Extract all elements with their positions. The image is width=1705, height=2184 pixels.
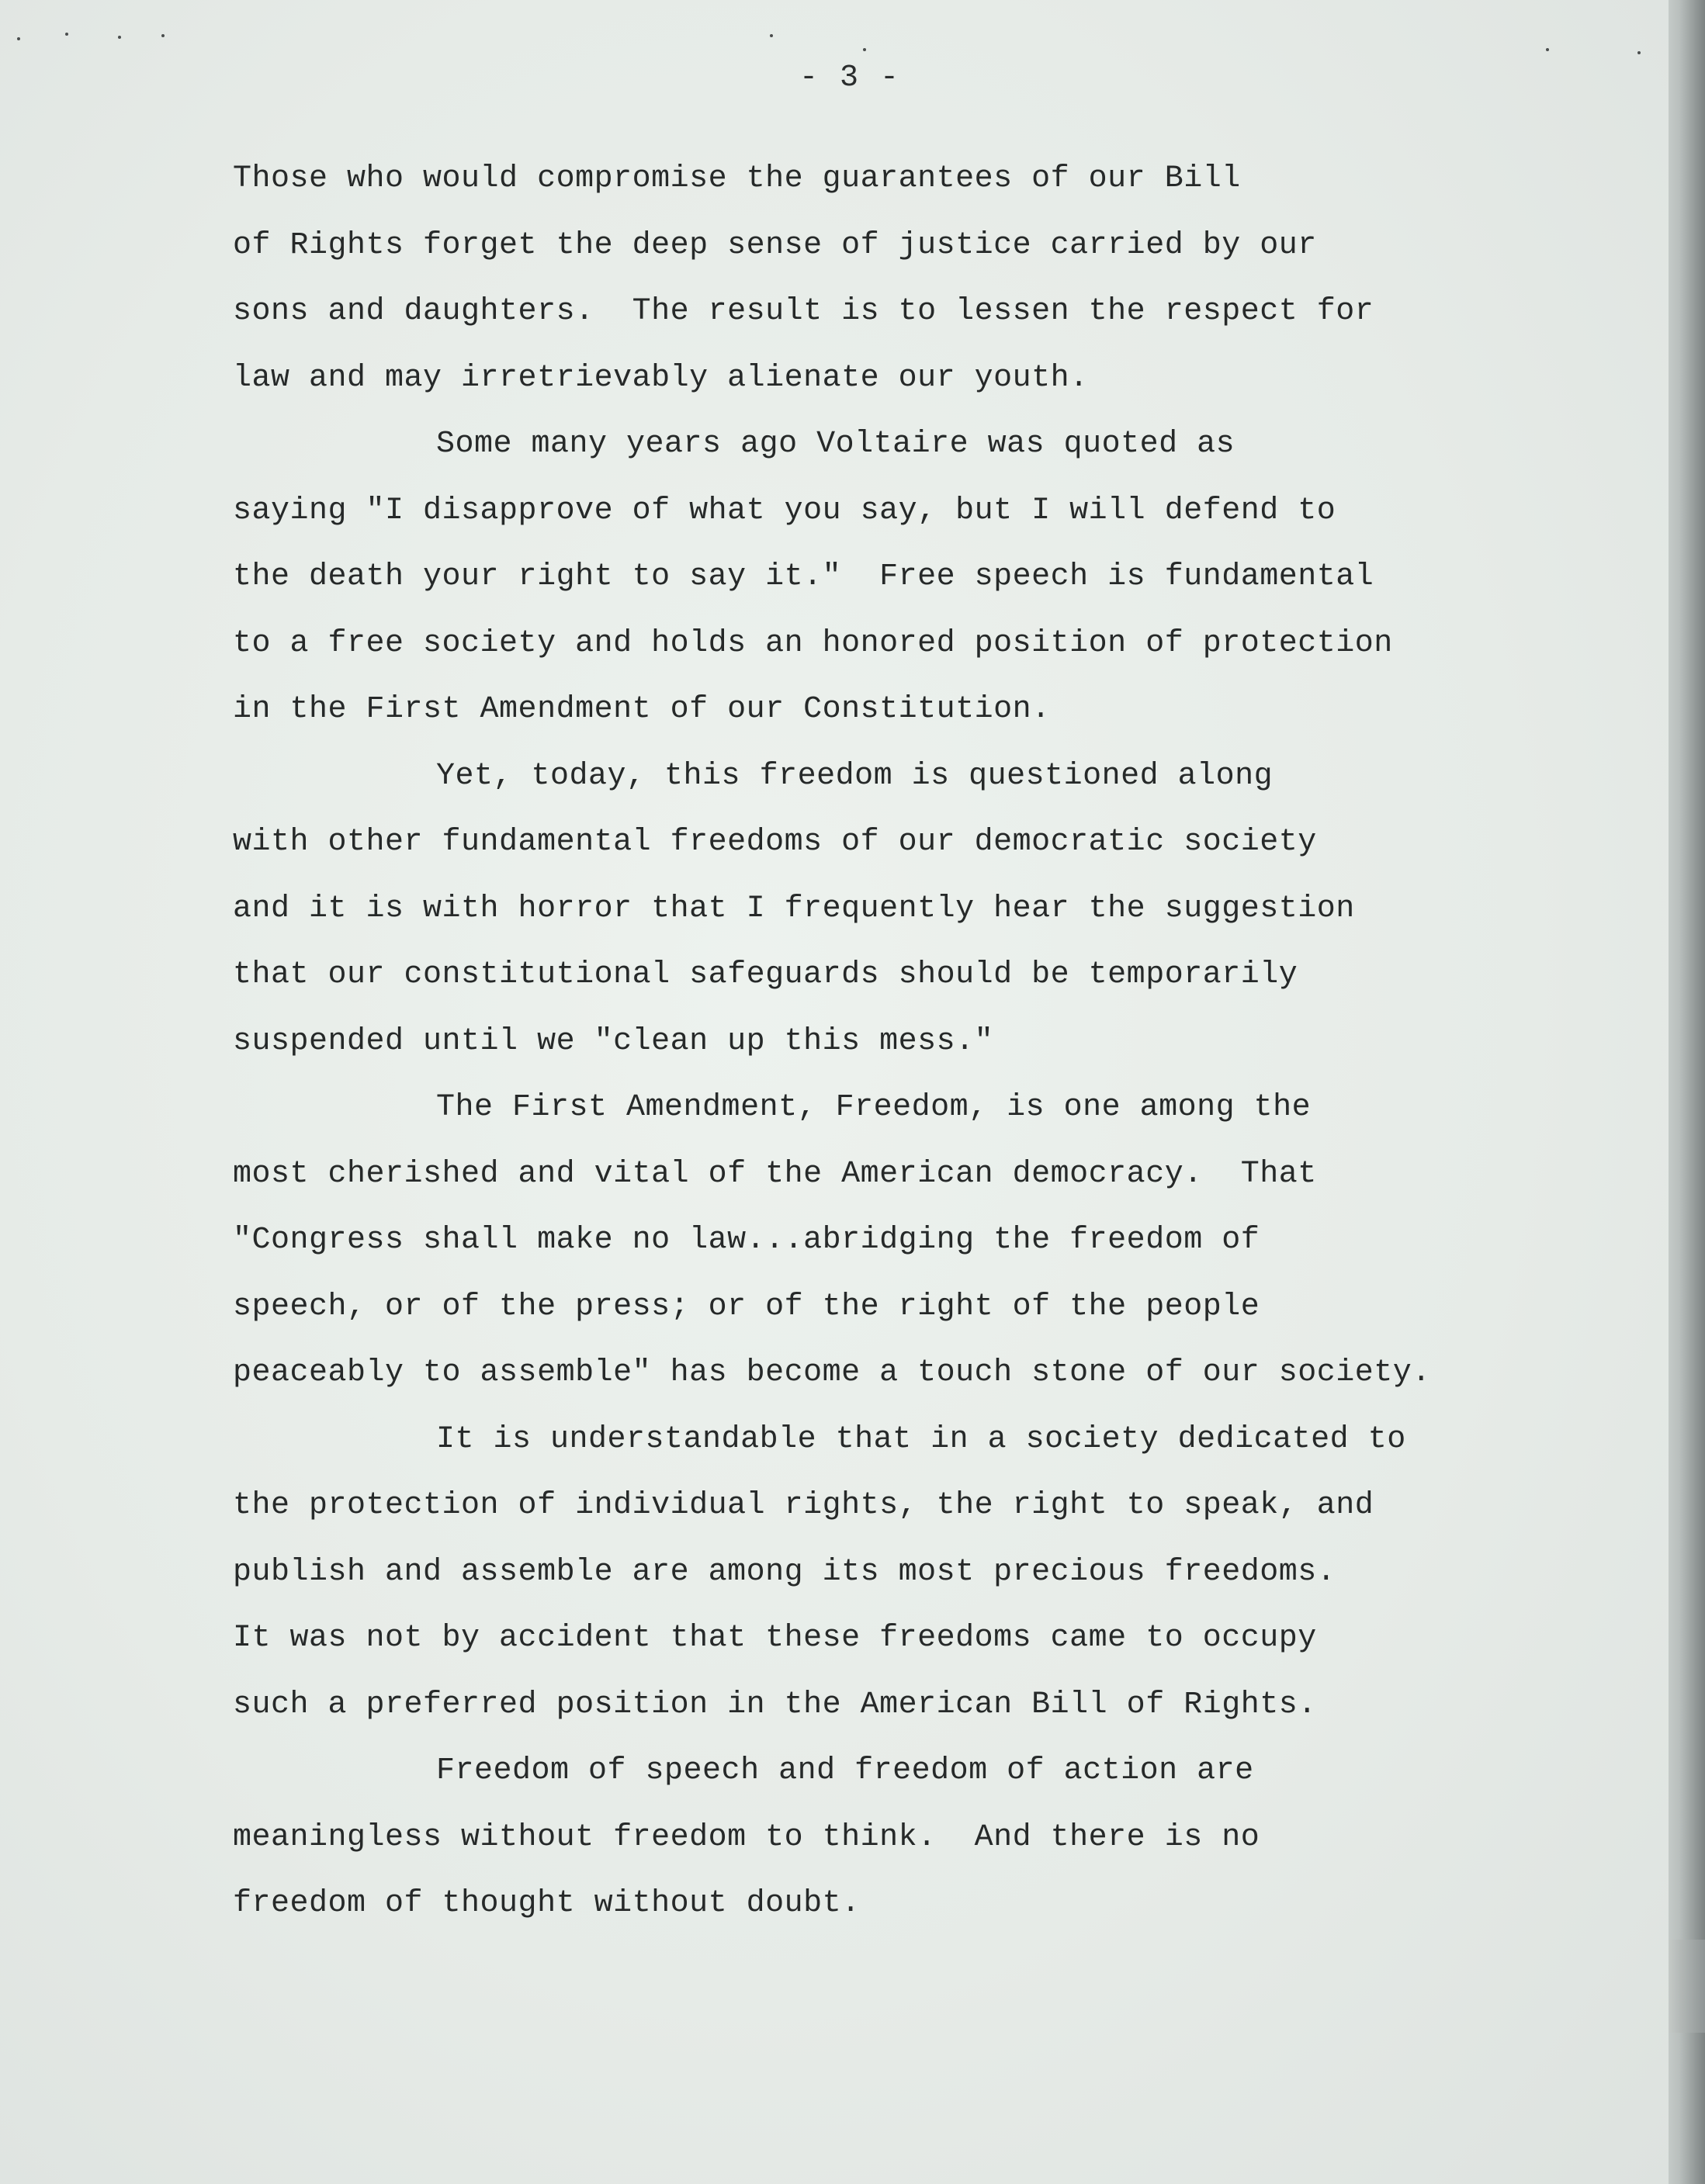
text-line: that our constitutional safeguards should be temporarily (233, 957, 1298, 992)
text-line: peaceably to assemble" has become a touch stone of our society. (233, 1355, 1431, 1390)
text-line: "Congress shall make no law...abridging the freedom of (233, 1223, 1260, 1258)
text-line: with other fundamental freedoms of our democratic society (233, 825, 1317, 860)
text-line: suspended until we "clean up this mess." (233, 1023, 994, 1059)
text-line: speech, or of the press; or of the right of the people (233, 1289, 1260, 1324)
text-line: meaningless without freedom to think. And there is no (233, 1819, 1260, 1855)
text-line: publish and assemble are among its most precious freedoms. (233, 1554, 1336, 1590)
scan-speck (17, 37, 20, 40)
text-line: law and may irretrievably alienate our youth. (233, 360, 1089, 396)
text-line: of Rights forget the deep sense of justice carried by our (233, 227, 1317, 263)
text-line: and it is with horror that I frequently hear the suggestion (233, 891, 1355, 926)
text-line: most cherished and vital of the American democracy. That (233, 1156, 1317, 1192)
text-line: saying "I disapprove of what you say, but I will defend to (233, 493, 1336, 528)
paragraph-first-line: The First Amendment, Freedom, is one among the (436, 1090, 1312, 1125)
scan-speck (770, 34, 773, 37)
scan-speck (65, 33, 68, 36)
text-line: in the First Amendment of our Constitution. (233, 692, 1051, 727)
text-line: freedom of thought without doubt. (233, 1886, 861, 1921)
document-body (233, 146, 1552, 1937)
scan-speck (118, 36, 121, 39)
text-line: Those who would compromise the guarantees of our Bill (233, 161, 1241, 196)
scan-speck (1546, 48, 1549, 51)
page-edge-shadow (1669, 1940, 1705, 2033)
text-line: It was not by accident that these freedoms came to occupy (233, 1621, 1317, 1656)
paragraph-first-line: Yet, today, this freedom is questioned along (436, 758, 1274, 794)
text-line: such a preferred position in the American Bill of Rights. (233, 1687, 1317, 1722)
scan-speck (863, 48, 866, 51)
text-line: the death your right to say it." Free speech is fundamental (233, 559, 1374, 594)
text-line: to a free society and holds an honored position of protection (233, 625, 1393, 661)
page-number: - 3 - (799, 61, 901, 95)
paragraph-first-line: Freedom of speech and freedom of action are (436, 1753, 1254, 1788)
paragraph-first-line: It is understandable that in a society dedicated to (436, 1421, 1406, 1457)
text-line: the protection of individual rights, the right to speak, and (233, 1488, 1374, 1523)
scan-speck (1637, 51, 1641, 54)
text-line: sons and daughters. The result is to lessen the respect for (233, 294, 1374, 329)
scan-speck (161, 34, 165, 37)
paragraph-first-line: Some many years ago Voltaire was quoted as (436, 427, 1235, 462)
